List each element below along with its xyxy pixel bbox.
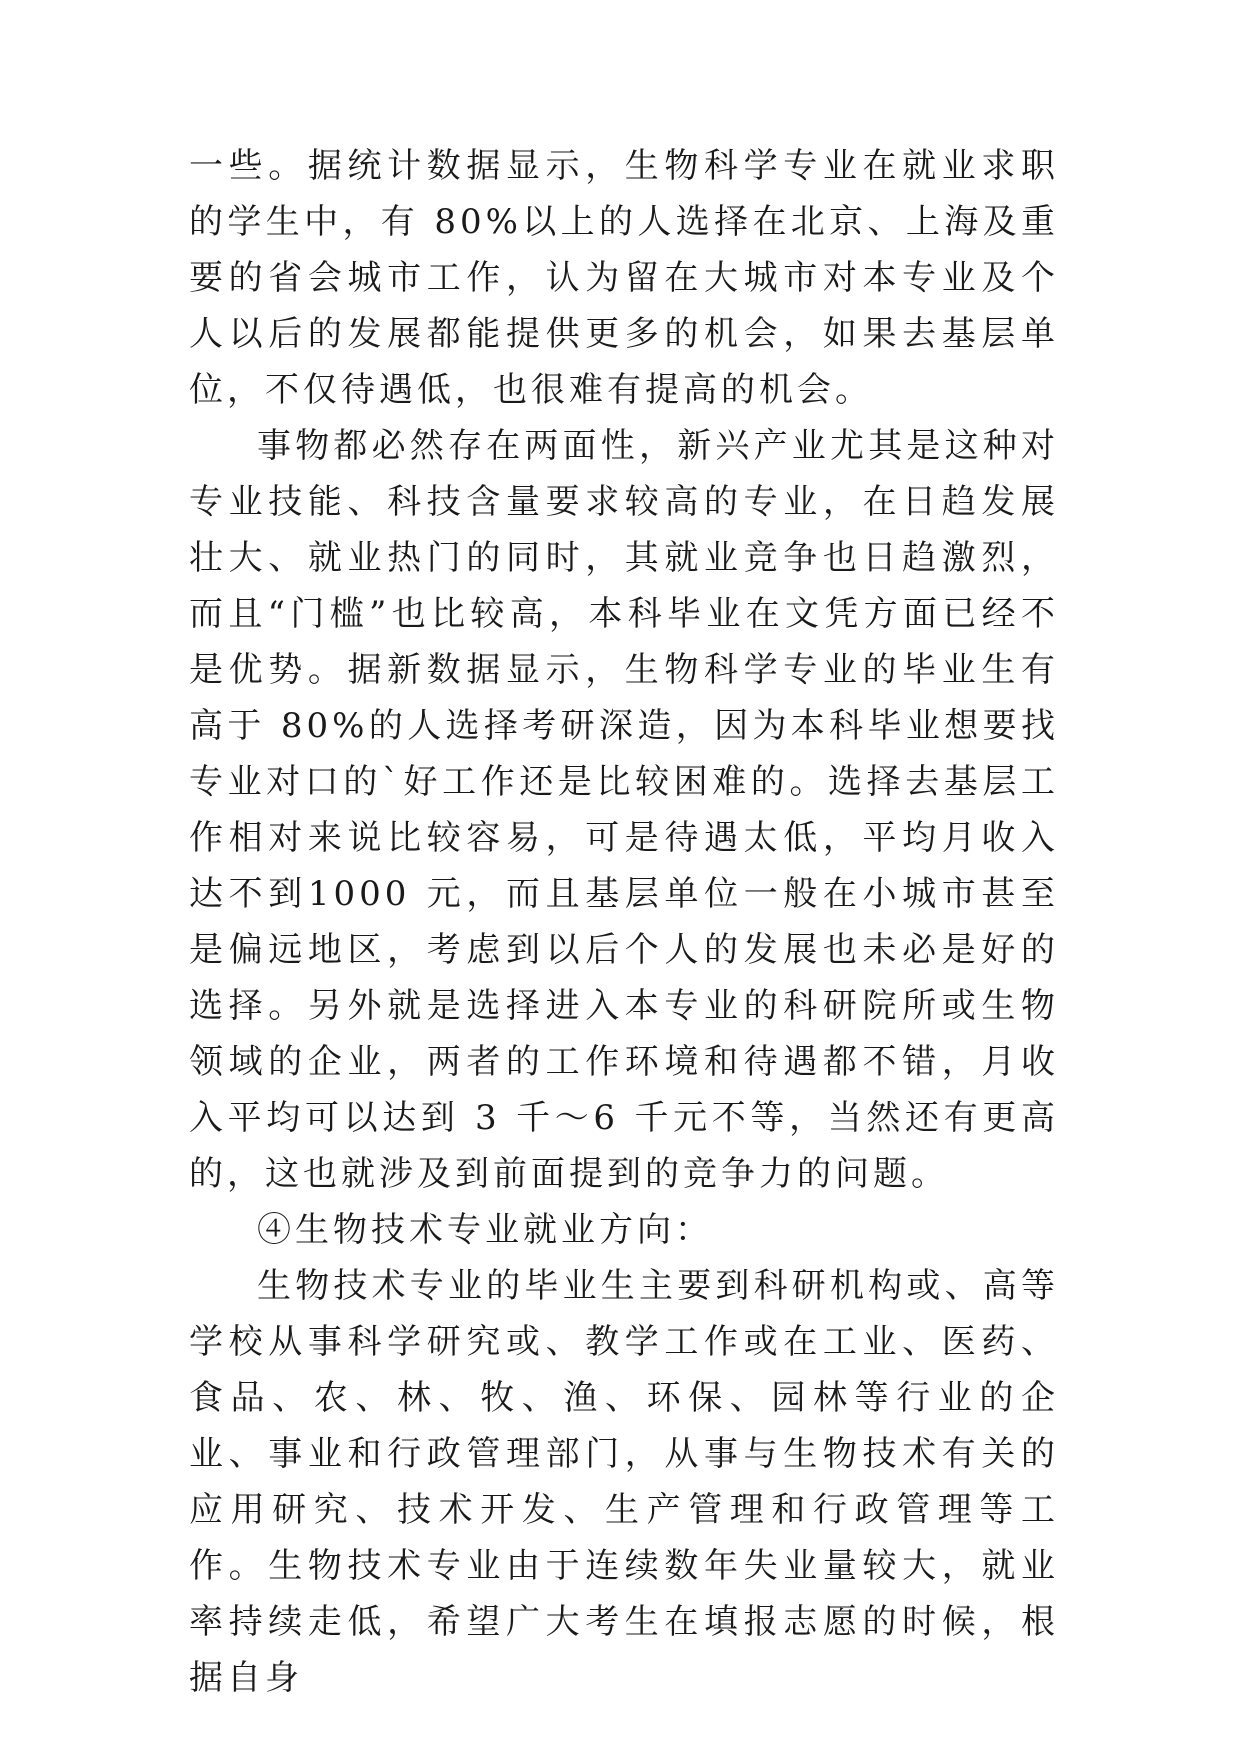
document-body	[189, 138, 1059, 1706]
paragraph-continuation: 一些。据统计数据显示，生物科学专业在就业求职的学生中，有 80%以上的人选择在北京、上海及重要的省会城市工作，认为留在大城市对本专业及个人以后的发展都能提供更多的机会，如果去基层单位，不仅待遇低，也很难有提高的机会。	[189, 146, 1059, 410]
paragraph-two-sidedness: 事物都必然存在两面性，新兴产业尤其是这种对专业技能、科技含量要求较高的专业，在日趋发展壮大、就业热门的同时，其就业竞争也日趋激烈，而且“门槛”也比较高，本科毕业在文凭方面已经不是优势。据新数据显示，生物科学专业的毕业生有高于 80%的人选择考研深造，因为本科毕业想要找专业对口的`好工作还是比较困难的。选择去基层工作相对来说比较容易，可是待遇太低，平均月收入达不到1000 元，而且基层单位一般在小城市甚至是偏远地区，考虑到以后个人的发展也未必是好的选择。另外就是选择进入本专业的科研院所或生物领域的企业，两者的工作环境和待遇都不错，月收入平均可以达到 3 千～6 千元不等，当然还有更高的，这也就涉及到前面提到的竞争力的问题。	[189, 426, 1059, 1194]
paragraph-biotech-employment: 生物技术专业的毕业生主要到科研机构或、高等学校从事科学研究或、教学工作或在工业、医药、食品、农、林、牧、渔、环保、园林等行业的企业、事业和行政管理部门，从事与生物技术有关的应用研究、技术开发、生产管理和行政管理等工作。生物技术专业由于连续数年失业量较大，就业率持续走低，希望广大考生在填报志愿的时候，根据自身	[189, 1266, 1059, 1698]
section-heading-biotech: ④生物技术专业就业方向：	[257, 1210, 713, 1250]
